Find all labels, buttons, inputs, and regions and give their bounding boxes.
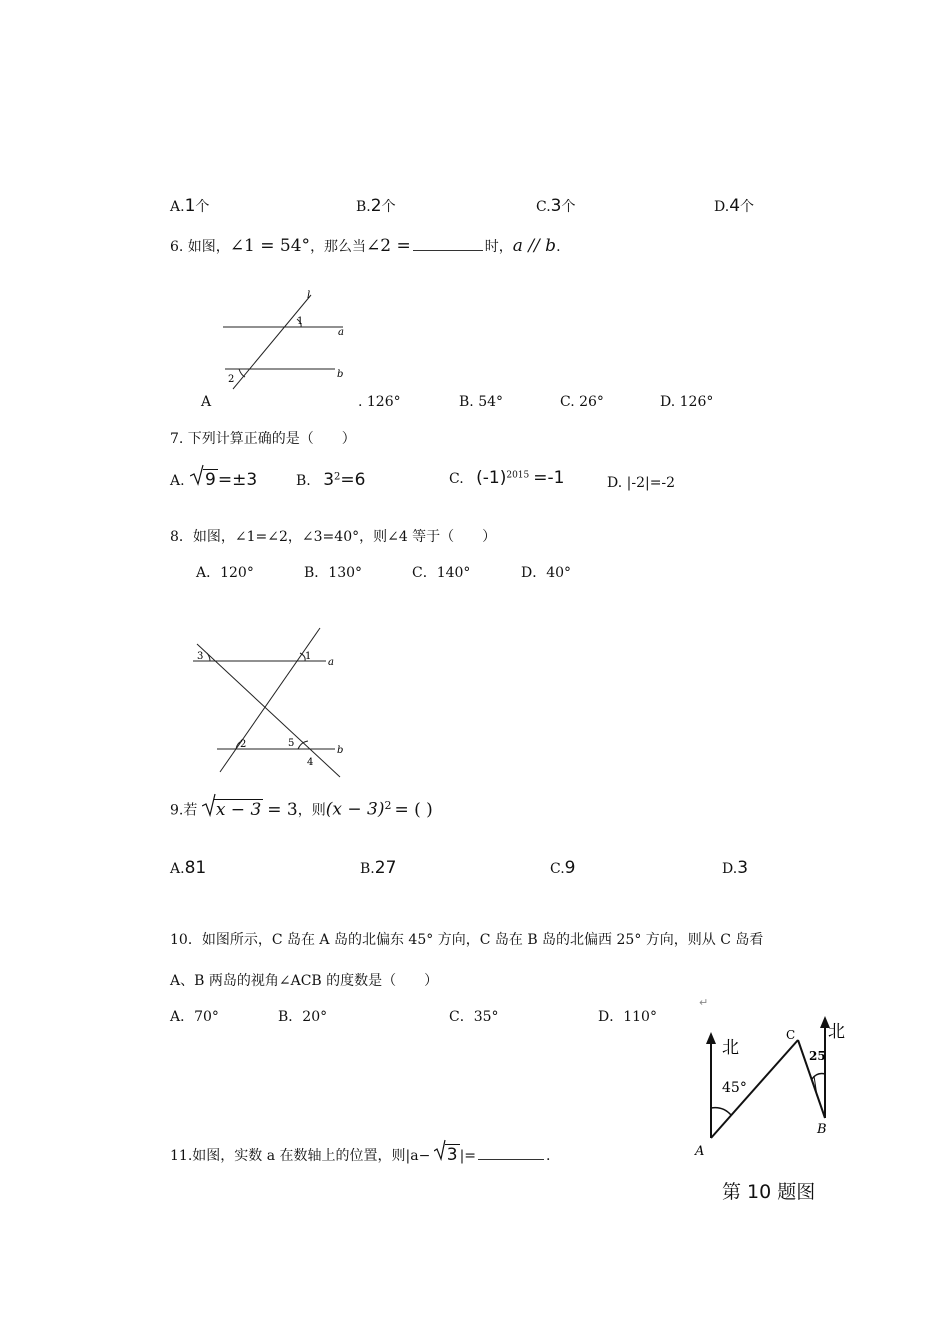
q8-stem: 8．如图，∠1=∠2，∠3=40°，则∠4 等于（ ） (170, 529, 497, 545)
north-arrow-a-head (706, 1032, 716, 1044)
q8-label-1: 1 (305, 651, 312, 662)
q11-sqrt-sign (434, 1139, 446, 1161)
q11-answer-blank (478, 1145, 544, 1160)
q8-label-a: a (328, 657, 334, 668)
q8-label-b: b (337, 745, 344, 756)
q10-option-c: C．35° (449, 1009, 499, 1025)
label-point-c: C (786, 1028, 796, 1042)
q5-option-b: B.2个 (356, 196, 396, 216)
q11-stem: 11.如图，实数 a 在数轴上的位置，则|a− 3 |= . (170, 1145, 551, 1165)
q6-label-2: 2 (228, 374, 235, 385)
q10-stem-line2: A、B 两岛的视角∠ACB 的度数是（ ） (170, 973, 439, 989)
q7-option-a: A. 9 =±3 (170, 470, 257, 490)
q6-figure (215, 285, 365, 400)
q9-option-a: A.81 (170, 858, 207, 878)
q6-label-b: b (337, 369, 344, 380)
q7-option-c: C. $(-1)^{2015} =-1$ (449, 468, 565, 488)
q10-option-d: D．110° (598, 1009, 657, 1025)
q8-figure (190, 625, 355, 780)
q10-option-a: A．70° (170, 1009, 219, 1025)
q8-line-transversal-2 (197, 644, 340, 777)
q6-option-b: B. 54° (459, 394, 504, 410)
q9-option-d: D.3 (722, 858, 749, 878)
q6-option-d: D. 126° (660, 394, 714, 410)
q6-line-l (233, 295, 311, 389)
q8-label-2: 2 (240, 739, 247, 750)
q9-option-c: C.9 (550, 858, 576, 878)
paragraph-mark: ↵ (699, 996, 709, 1009)
q6-stem: 6. 如图，∠1 = 54°，那么当∠2 = 时，a // b. (170, 236, 561, 256)
q8-option-b: B．130° (304, 565, 363, 581)
q6-option-a-value: . 126° (358, 394, 401, 410)
q10-figure (690, 1012, 850, 1162)
q9-stem: 9.若 x − 3 = 3，则$(x - 3)^2$ = ( ) (170, 799, 433, 820)
label-angle-45: 45° (722, 1080, 747, 1096)
q6-label-l: l (307, 290, 311, 301)
label-north-2: 北 (828, 1022, 845, 1042)
q10-stem-line1: 10．如图所示，C 岛在 A 岛的北偏东 45° 方向，C 岛在 B 岛的北偏西 25° 方向，则从 C 岛看 (170, 932, 764, 948)
q8-label-4: 4 (307, 757, 314, 768)
q6-option-c: C. 26° (560, 394, 604, 410)
q9-sqrt-sign (202, 793, 216, 817)
label-point-a: A (695, 1144, 705, 1159)
q7-stem: 7. 下列计算正确的是（ ） (170, 431, 356, 447)
q8-label-3: 3 (197, 651, 204, 662)
q6-label-1: 1 (297, 316, 304, 327)
q8-angle5-arc (298, 741, 308, 749)
q7-option-d: D. |-2|=-2 (607, 475, 676, 491)
label-point-b: B (817, 1122, 827, 1137)
label-angle-25: 25 (809, 1049, 826, 1063)
q8-option-c: C．140° (412, 565, 471, 581)
q6-option-a-letter: A (201, 394, 212, 410)
q8-option-a: A．120° (196, 565, 254, 581)
q10-option-b: B．20° (278, 1009, 328, 1025)
label-north-1: 北 (722, 1038, 739, 1058)
angle-45-arc (711, 1108, 731, 1115)
q5-option-c: C.3个 (536, 196, 576, 216)
q6-answer-blank (413, 236, 483, 251)
q5-option-a: A.1个 (170, 196, 210, 216)
q9-option-b: B.27 (360, 858, 397, 878)
q6-label-a: a (338, 327, 344, 338)
q8-line-transversal-1 (220, 628, 320, 772)
q10-figure-caption: 第 10 题图 (722, 1181, 816, 1203)
q7-option-b: B. $3^2=6$ (296, 470, 366, 490)
q7-sqrt-sign (190, 464, 204, 486)
q5-option-d: D.4个 (714, 196, 755, 216)
q8-option-d: D．40° (521, 565, 572, 581)
q8-label-5: 5 (288, 738, 295, 749)
